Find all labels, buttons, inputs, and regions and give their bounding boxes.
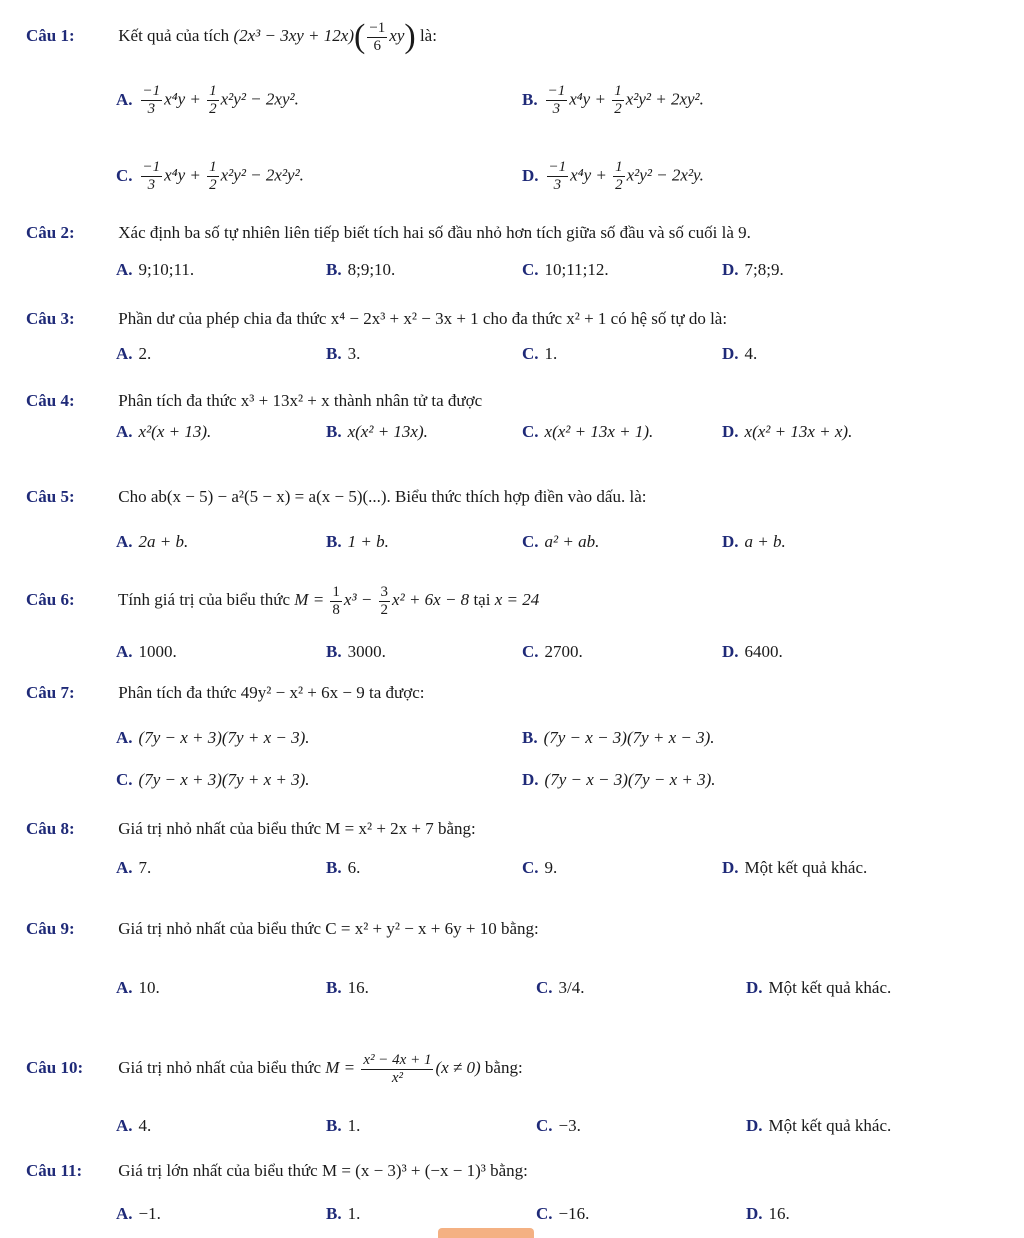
option-d[interactable]: D. a + b. — [722, 532, 786, 551]
options-row — [116, 760, 1004, 800]
option-c[interactable]: C. 2700. — [522, 642, 583, 661]
option-d[interactable]: D. Một kết quả khác. — [746, 978, 892, 997]
question-6 — [26, 578, 1004, 622]
question-text: Giá trị nhỏ nhất của biểu thức M = $\frac{\text{x² − 4x + 1}}{\text{x²}}$ (x ≠ 0) bằng: — [118, 1051, 523, 1086]
option-b[interactable]: B. 3000. — [326, 642, 386, 661]
option-a[interactable]: A. 7. — [116, 858, 152, 877]
option-b[interactable]: B. 1. — [326, 1116, 361, 1135]
option-d[interactable]: D. Một kết quả khác. — [722, 858, 868, 877]
options-row — [116, 522, 1004, 562]
question-number: Câu 4: — [26, 391, 75, 410]
question-number: Câu 6: — [26, 590, 75, 609]
question-5 — [26, 482, 1004, 512]
option-b[interactable]: B. 6. — [326, 858, 361, 877]
option-c[interactable]: C. 9. — [522, 858, 558, 877]
question-text: Xác định ba số tự nhiên liên tiếp biết tích hai số đầu nhỏ hơn tích giữa số đầu và số cuối là 9. — [118, 223, 751, 242]
option-c[interactable]: C. −16. — [536, 1204, 590, 1223]
question-text: Cho ab(x − 5) − a²(5 − x) = a(x − 5)(...). Biểu thức thích hợp điền vào dấu. là: — [118, 487, 647, 506]
option-c[interactable]: C. 10;11;12. — [522, 260, 609, 279]
question-3 — [26, 304, 1004, 334]
option-b[interactable]: B. 1. — [326, 1204, 361, 1223]
option-d[interactable]: D. 4. — [722, 344, 758, 363]
option-a[interactable]: A. 2a + b. — [116, 532, 189, 551]
options-row — [116, 848, 1004, 888]
option-c[interactable]: C. x(x² + 13x + 1). — [522, 422, 654, 441]
question-number: Câu 8: — [26, 819, 75, 838]
question-9 — [26, 914, 1004, 944]
question-text: Phân tích đa thức x³ + 13x² + x thành nhân tử ta được — [118, 391, 483, 410]
option-a[interactable]: A. $\frac{-1}{3}$ x⁴y + $\frac{1}{2}$ x²y² − 2xy². — [116, 82, 299, 117]
option-c[interactable]: C. $\frac{-1}{3}$ x⁴y + $\frac{1}{2}$ x²y² − 2x²y². — [116, 158, 304, 193]
option-b[interactable]: B. 8;9;10. — [326, 260, 396, 279]
question-text: Phần dư của phép chia đa thức x⁴ − 2x³ + x² − 3x + 1 cho đa thức x² + 1 có hệ số tự do là: — [118, 309, 728, 328]
option-a[interactable]: A. 9;10;11. — [116, 260, 195, 279]
options-row — [116, 156, 1004, 196]
question-number: Câu 1: — [26, 26, 75, 45]
question-number: Câu 2: — [26, 223, 75, 242]
option-b[interactable]: B. $\frac{-1}{3}$ x⁴y + $\frac{1}{2}$ x²y² + 2xy². — [522, 82, 704, 117]
question-1 — [26, 14, 1004, 58]
question-text: Kết quả của tích (2x³ − 3xy + 12x)( $\frac{-1}{6}$ xy) là: — [118, 18, 437, 56]
question-text: Tính giá trị của biểu thức M = $\frac{1}{8}$ x³ − $\frac{3}{2}$ x² + 6x − 8 tại x = 24 — [117, 583, 540, 618]
option-c[interactable]: C. 3/4. — [536, 978, 585, 997]
option-a[interactable]: A. x²(x + 13). — [116, 422, 212, 441]
option-c[interactable]: C. (7y − x + 3)(7y + x + 3). — [116, 770, 310, 789]
options-row — [116, 718, 1004, 758]
question-number: Câu 5: — [26, 487, 75, 506]
options-row — [116, 968, 1004, 1008]
option-c[interactable]: C. a² + ab. — [522, 532, 600, 551]
options-row — [116, 334, 1004, 374]
question-7 — [26, 678, 1004, 708]
option-a[interactable]: A. 1000. — [116, 642, 177, 661]
option-b[interactable]: B. x(x² + 13x). — [326, 422, 428, 441]
options-row — [116, 1106, 1004, 1146]
options-row — [116, 632, 1004, 672]
options-row — [116, 412, 1004, 452]
option-a[interactable]: A. 2. — [116, 344, 152, 363]
question-10 — [26, 1046, 1004, 1090]
question-text: Giá trị nhỏ nhất của biểu thức C = x² + y² − x + 6y + 10 bằng: — [118, 919, 539, 938]
options-row — [116, 80, 1004, 120]
option-d[interactable]: D. (7y − x − 3)(7y − x + 3). — [522, 770, 716, 789]
option-d[interactable]: D. 7;8;9. — [722, 260, 784, 279]
question-number: Câu 3: — [26, 309, 75, 328]
option-a[interactable]: A. (7y − x + 3)(7y + x − 3). — [116, 728, 310, 747]
question-number: Câu 10: — [26, 1058, 84, 1077]
option-d[interactable]: D. x(x² + 13x + x). — [722, 422, 853, 441]
bottom-scroll-tab[interactable] — [438, 1228, 534, 1238]
option-a[interactable]: A. 4. — [116, 1116, 152, 1135]
question-number: Câu 11: — [26, 1161, 83, 1180]
option-b[interactable]: B. 3. — [326, 344, 361, 363]
option-a[interactable]: A. −1. — [116, 1204, 161, 1223]
option-d[interactable]: D. 16. — [746, 1204, 790, 1223]
question-11 — [26, 1156, 1004, 1186]
question-2 — [26, 218, 1004, 248]
option-d[interactable]: D. $\frac{-1}{3}$ x⁴y + $\frac{1}{2}$ x²y² − 2x²y. — [522, 158, 704, 193]
option-d[interactable]: D. Một kết quả khác. — [746, 1116, 892, 1135]
options-row — [116, 250, 1004, 290]
question-text: Giá trị lớn nhất của biểu thức M = (x − 3)³ + (−x − 1)³ bằng: — [118, 1161, 528, 1180]
question-text: Phân tích đa thức 49y² − x² + 6x − 9 ta được: — [118, 683, 425, 702]
option-a[interactable]: A. 10. — [116, 978, 160, 997]
question-number: Câu 9: — [26, 919, 75, 938]
option-c[interactable]: C. 1. — [522, 344, 558, 363]
option-d[interactable]: D. 6400. — [722, 642, 783, 661]
options-row — [116, 1194, 1004, 1234]
question-text: Giá trị nhỏ nhất của biểu thức M = x² + 2x + 7 bằng: — [118, 819, 476, 838]
option-c[interactable]: C. −3. — [536, 1116, 581, 1135]
option-b[interactable]: B. 1 + b. — [326, 532, 389, 551]
question-number: Câu 7: — [26, 683, 75, 702]
option-b[interactable]: B. (7y − x − 3)(7y + x − 3). — [522, 728, 715, 747]
question-8 — [26, 814, 1004, 844]
option-b[interactable]: B. 16. — [326, 978, 369, 997]
